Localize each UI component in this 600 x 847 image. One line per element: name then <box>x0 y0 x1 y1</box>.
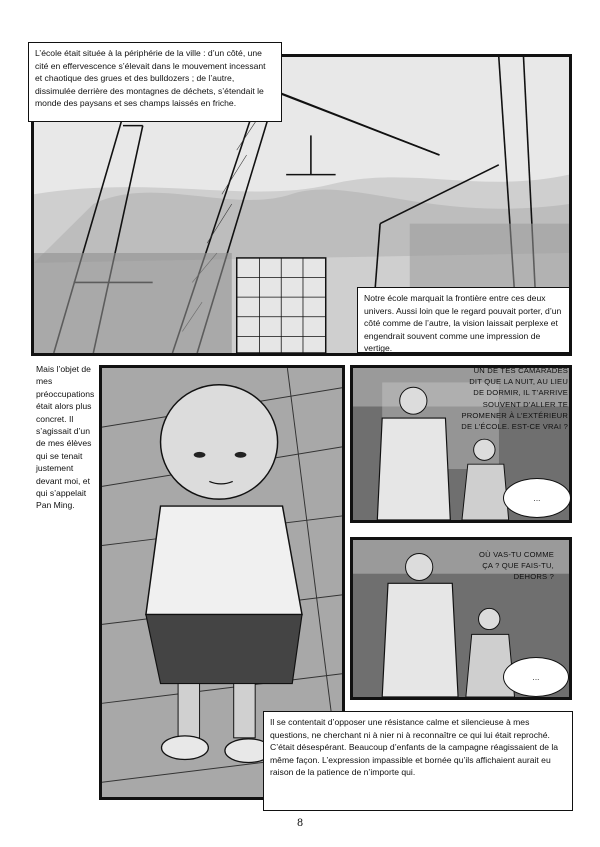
speech-student-reply-1: ... <box>503 478 571 518</box>
speech-student-reply-2: ... <box>503 657 569 697</box>
speech-teacher-question-2: OÙ VAS-TU COMME ÇA ? QUE FAIS-TU, DEHORS ? <box>479 550 554 582</box>
speech-teacher-question-1: UN DE TES CAMARADES DIT QUE LA NUIT, AU LIEU DE DORMIR, IL T’ARRIVE SOUVENT D’ALLER TE PROMENER À L’EXTÉRIEUR DE L’ÉCOLE. EST-CE VRAI ? <box>461 366 568 432</box>
caption-intro: L’école était située à la périphérie de la ville : d’un côté, une cité en effervescence s’élevait dans le mouvement incessant et chaotique des grues et des bulldozers ; de l’autre, dissimulée derrière des montagnes de déchets, s’étendait le monde des paysans et ses champs laissés en friche. <box>28 42 282 122</box>
caption-frontier: Notre école marquait la frontière entre ces deux univers. Aussi loin que le regard pouvait porter, d’un côté comme de l’autre, la vision laissait perplexe et engendrait souvent comme une impression de vertige. <box>357 287 570 353</box>
caption-resistance: Il se contentait d’opposer une résistance calme et silencieuse à mes questions, ne cherchant ni à nier ni à reconnaître ce qui lui était reproché. C’était désespérant. Beaucoup d’enfants de la campagne réagissaient de la même façon. L’expression impassible et bornée qu’ils affichaient aurait eu raison de la patience de n’importe qui. <box>263 711 573 811</box>
page-number: 8 <box>296 818 304 829</box>
caption-concern: Mais l’objet de mes préoccupations était alors plus concret. Il s’agissait d’un de mes élèves qui se tenait justement devant moi, et qui s’appelait Pan Ming. <box>36 364 95 511</box>
